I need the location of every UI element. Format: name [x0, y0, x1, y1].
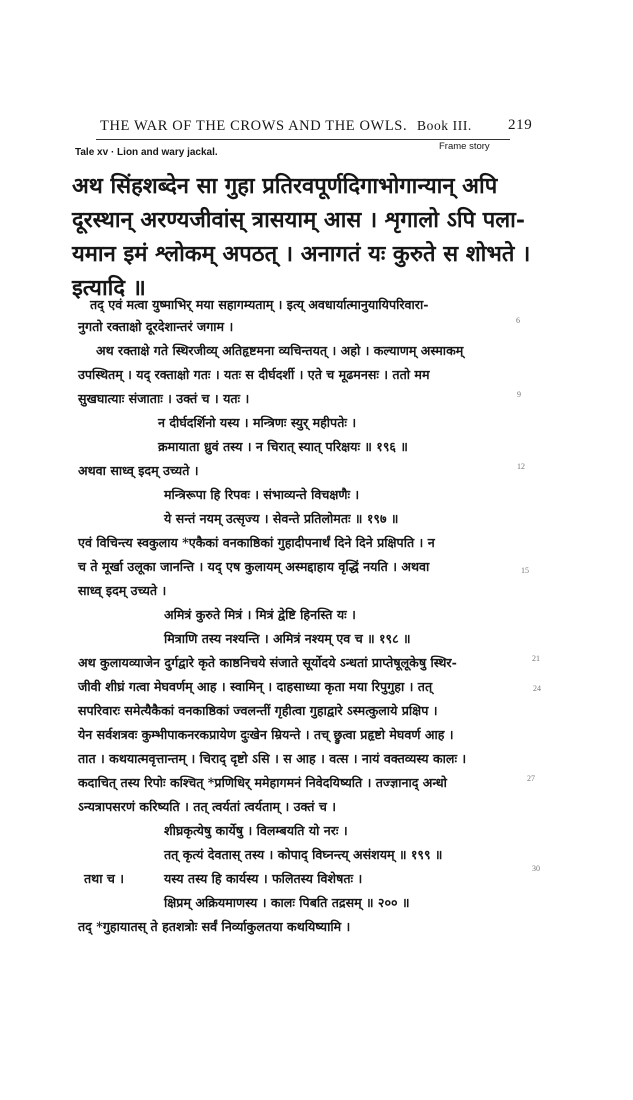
text-line: अथ कुलायव्याजेन दुर्गद्वारे कृते काष्ठनिचये संजाते सूर्योदये ऽन्धतां प्राप्तेषूलूकेषु स्थिर- [78, 655, 457, 670]
header-rule [96, 139, 510, 140]
book-label: Book III. [417, 118, 472, 133]
verse-line: क्षिप्रम् अक्रियमाणस्य । कालः पिबति तद्रसम् ॥ २०० ॥ [164, 895, 410, 910]
verse-line: मित्राणि तस्य नश्यन्ति । अमित्रं नश्यम् एव च ॥ १९८ ॥ [164, 631, 411, 646]
text-line: नुगतो रक्ताक्षो दूरदेशान्तरं जगाम । [78, 319, 234, 334]
text-line: यमान इमं श्लोकम् अपठत् । अनागतं यः कुरुते स शोभते । [72, 241, 531, 267]
margin-line-number: 27 [527, 774, 535, 783]
text-line: ऽन्यत्रापसरणं करिष्यति । तत् त्वर्यतां त्वर्यताम् । उक्तं च । [78, 799, 336, 814]
verse-line: तत् कृत्यं देवतास् तस्य । कोपाद् विघ्नन्त्य् असंशयम् ॥ १९९ ॥ [164, 847, 443, 862]
text-line: तद् *गुहायातस् ते हतशत्रोः सर्वं निर्व्याकुलतया कथयिष्यामि । [78, 919, 351, 934]
text-line: सुखघात्याः संजाताः । उक्तं च । यतः । [78, 391, 250, 406]
text-line: तात । कथयात्मवृत्तान्तम् । चिराद् दृष्टो ऽसि । स आह । वत्स । नायं वक्तव्यस्य कालः । [78, 751, 467, 766]
verse-line: अमित्रं कुरुते मित्रं । मित्रं द्वेष्टि हिनस्ति यः । [164, 607, 356, 622]
margin-line-number: 12 [517, 462, 525, 471]
text-line: सपरिवारः समेत्यैकैकां वनकाष्ठिकां ज्वलन्तीं गृहीत्वा गुहाद्वारे ऽस्मत्कुलाये प्रक्षिप । [78, 703, 438, 718]
verse-line: न दीर्घदर्शिनो यस्य । मन्त्रिणः स्युर् महीपतेः । [158, 415, 357, 430]
text-line: जीवी शीघ्रं गत्वा मेघवर्णम् आह । स्वामिन् । दाहसाध्या कृता मया रिपुगुहा । तत् [78, 679, 433, 694]
text-line: तथा च । [84, 871, 125, 886]
text-line: दूरस्थान् अरण्यजीवांस् त्रासयाम् आस । शृगालो ऽपि पला- [72, 207, 525, 233]
verse-line: ये सन्तं नयम् उत्सृज्य । सेवन्ते प्रतिलोमतः ॥ १९७ ॥ [164, 511, 399, 526]
chapter-title: THE WAR OF THE CROWS AND THE OWLS. [100, 118, 408, 134]
text-line: येन सर्वशत्रवः कुम्भीपाकनरकप्रायेण दुःखेन म्रियन्ते । तच् छ्रुत्वा प्रहृष्टो मेघवर्ण आह । [78, 727, 454, 742]
text-line: अथ सिंहशब्देन सा गुहा प्रतिरवपूर्णदिगाभोगान्यान् अपि [72, 173, 498, 199]
text-line: इत्यादि ॥ [72, 275, 146, 301]
margin-line-number: 24 [533, 684, 541, 693]
verse-line: शीघ्रकृत्येषु कार्येषु । विलम्बयति यो नरः । [164, 823, 348, 838]
verse-line: मन्त्रिरूपा हि रिपवः । संभाव्यन्ते विचक्षणैः । [164, 487, 360, 502]
text-line: साध्व् इदम् उच्यते । [78, 583, 167, 598]
verse-line: क्रमायाता ध्रुवं तस्य । न चिरात् स्यात् परिक्षयः ॥ १९६ ॥ [158, 439, 408, 454]
text-line: च ते मूर्खा उलूका जानन्ति । यद् एष कुलायम् अस्मद्दाहाय वृद्धिं नयति । अथवा [78, 559, 430, 574]
text-line: तद् एवं मत्वा युष्माभिर् मया सहागम्यताम् । इत्य् अवधार्यात्मानुयायिपरिवारा- [90, 297, 429, 312]
text-line: एवं विचिन्त्य स्वकुलाय *एकैकां वनकाष्ठिकां गुहादीपनार्थं दिने दिने प्रक्षिपति । न [78, 535, 435, 550]
tale-subtitle: Tale xv · Lion and wary jackal. [75, 147, 218, 158]
verse-line: यस्य तस्य हि कार्यस्य । फलितस्य विशेषतः । [164, 871, 363, 886]
margin-line-number: 6 [516, 316, 520, 325]
frame-story-label: Frame story [439, 141, 490, 152]
margin-line-number: 30 [532, 864, 540, 873]
text-line: कदाचित् तस्य रिपोः कश्चित् *प्रणिधिर् ममेहागमनं निवेदयिष्यति । तज्ज्ञानाद् अन्धो [78, 775, 447, 790]
text-line: अथ रक्ताक्षे गते स्थिरजीव्य् अतिहृष्टमना व्यचिन्तयत् । अहो । कल्याणम् अस्माकम् [96, 343, 464, 358]
text-line: अथवा साध्व् इदम् उच्यते । [78, 463, 199, 478]
page-number: 219 [508, 117, 533, 133]
margin-line-number: 21 [532, 654, 540, 663]
text-line: उपस्थितम् । यद् रक्ताक्षो गतः । यतः स दीर्घदर्शी । एते च मूढमनसः । ततो मम [78, 367, 430, 382]
margin-line-number: 9 [517, 390, 521, 399]
margin-line-number: 15 [521, 566, 529, 575]
